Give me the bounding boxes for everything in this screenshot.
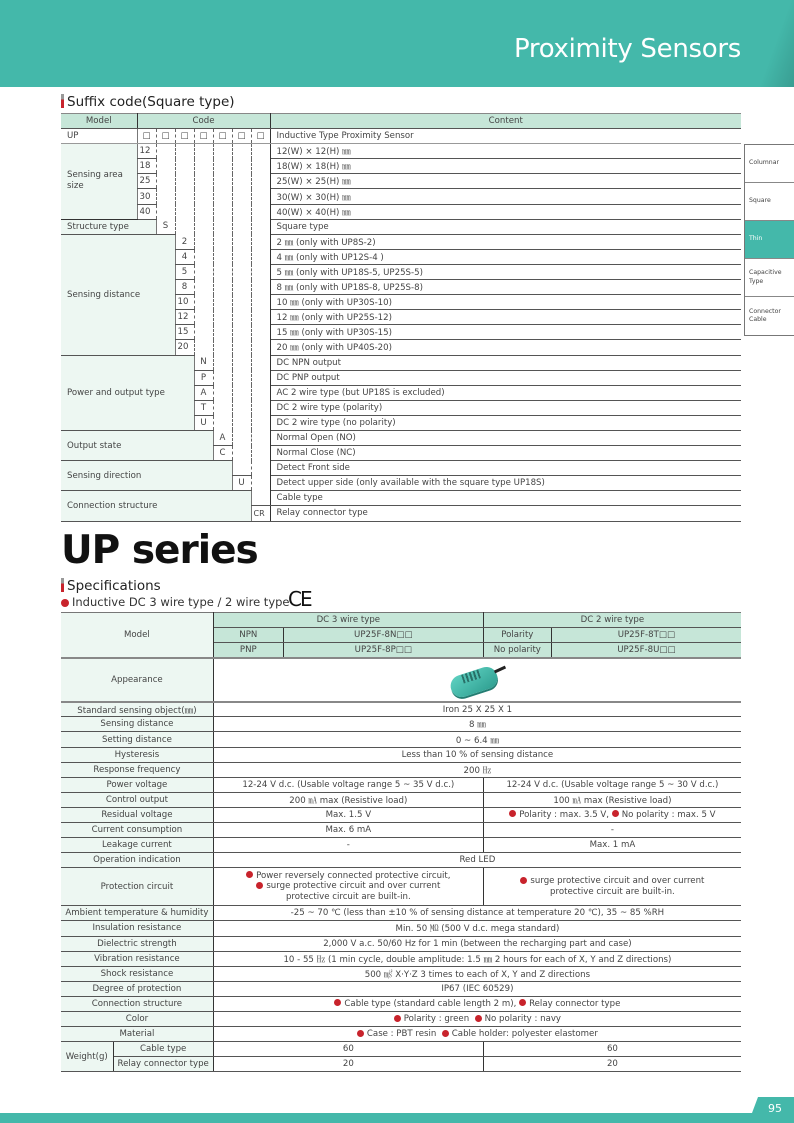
table-row: Power voltage 12-24 V d.c. (Usable voltage range 5 ~ 35 V d.c.) 12-24 V d.c. (Usable voltage range 5 ~ 30 V d.c.) [61,777,741,792]
table-row: Residual voltage Max. 1.5 V Polarity : max. 3.5 V, No polarity : max. 5 V [61,807,741,822]
table-row: Structure type S Square type [61,219,741,234]
table-row: Shock resistance 500 ㎨ X·Y·Z 3 times to each of X, Y and Z directions [61,966,741,981]
table-row: Ambient temperature & humidity -25 ~ 70 ℃ (less than ±10 % of sensing distance at temperature 20 ℃), 35 ~ 85 %RH [61,906,741,921]
table-row: PNP UP25F-8P□□ No polarity UP25F-8U□□ [61,643,741,658]
table-row: NPN UP25F-8N□□ Polarity UP25F-8T□□ [61,628,741,643]
table-row: Sensing distance 2 2 ㎜ (only with UP8S-2) [61,234,741,249]
table-row: Operation indication Red LED [61,853,741,868]
table-row: P DC PNP output [61,370,741,385]
table-row: Setting distance 0 ~ 6.4 ㎜ [61,732,741,747]
specifications-table [61,612,741,1072]
table-row: Standard sensing object(㎜) Iron 25 X 25 X 1 [61,702,741,717]
table-row: Leakage current - Max. 1 mA [61,838,741,853]
bullet-icon [612,810,619,817]
table-header-row: Model Code Content [61,114,741,129]
table-row: Sensing distance 8 ㎜ [61,717,741,732]
table-row: Insulation resistance Min. 50 ㏁ (500 V d.c. mega standard) [61,921,741,936]
table-row: Protection circuit Power reversely connected protective circuit, surge protective circuit and over current protective circuit are built-in. surge protective circuit and over current protective circuit are built-in. [61,868,741,906]
table-row: T DC 2 wire type (polarity) [61,400,741,415]
table-row: 10 10 ㎜ (only with UP30S-10) [61,295,741,310]
header-band [0,0,794,87]
table-row: 8 8 ㎜ (only with UP18S-8, UP25S-8) [61,280,741,295]
table-row: Power and output type N DC NPN output [61,355,741,370]
table-row: Sensing area size 12 12(W) × 12(H) ㎜ [61,144,741,159]
bullet-icon [520,877,527,884]
bullet-icon [394,1015,401,1022]
table-row: 40 40(W) × 40(H) ㎜ [61,204,741,219]
table-row: 15 15 ㎜ (only with UP30S-15) [61,325,741,340]
table-row: 5 5 ㎜ (only with UP18S-5, UP25S-5) [61,264,741,279]
table-row: Connection structure Cable type [61,491,741,506]
bullet-icon [442,1030,449,1037]
side-tab-capacitive[interactable]: Capacitive Type [745,259,794,297]
table-row: Dielectric strength 2,000 V a.c. 50/60 Hz for 1 min (between the recharging part and case) [61,936,741,951]
table-row: Degree of protection IP67 (IEC 60529) [61,981,741,996]
table-row: Relay connector type 20 20 [61,1057,741,1072]
table-row: Output state A Normal Open (NO) [61,430,741,445]
heading-bar-icon [61,578,64,592]
suffix-code-heading: Suffix code(Square type) [61,94,235,110]
bullet-icon [246,871,253,878]
page-category-title: Proximity Sensors [513,34,741,64]
table-row: 4 4 ㎜ (only with UP12S-4 ) [61,249,741,264]
table-row: Appearance [61,658,741,702]
table-row: Connection structure Cable type (standard cable length 2 m), Relay connector type [61,996,741,1011]
bullet-icon [61,599,69,607]
side-tab-thin[interactable]: Thin [745,221,794,259]
table-row: Model DC 3 wire type DC 2 wire type [61,613,741,628]
page-number: 95 [768,1102,782,1115]
bullet-icon [357,1030,364,1037]
table-row: Weight(g) Cable type 60 60 [61,1042,741,1057]
table-row: Control output 200 ㎃ max (Resistive load) 100 ㎃ max (Resistive load) [61,792,741,807]
table-row: Response frequency 200 ㎐ [61,762,741,777]
table-row: U Detect upper side (only available with the square type UP18S) [61,476,741,491]
table-row: U DC 2 wire type (no polarity) [61,415,741,430]
bullet-icon [256,882,263,889]
side-tab-connector-cable[interactable]: Connector Cable [749,307,781,323]
table-row: Material Case : PBT resin Cable holder: polyester elastomer [61,1027,741,1042]
footer-band [0,1113,794,1123]
table-row: Current consumption Max. 6 mA - [61,823,741,838]
table-row: 25 25(W) × 25(H) ㎜ [61,174,741,189]
bullet-icon [334,999,341,1006]
table-row: 12 12 ㎜ (only with UP25S-12) [61,310,741,325]
table-row: UP □ □ □ □ □ □ □ Inductive Type Proximity Sensor [61,129,741,144]
category-side-tabs [744,144,794,336]
table-row: Vibration resistance 10 - 55 ㎐ (1 min cycle, double amplitude: 1.5 ㎜ 2 hours for each of X, Y and Z directions) [61,951,741,966]
suffix-code-table [61,113,741,522]
ce-mark-icon: CE [288,587,311,611]
table-row: CR Relay connector type [61,506,741,521]
table-row: Sensing direction Detect Front side [61,461,741,476]
table-row: 30 30(W) × 30(H) ㎜ [61,189,741,204]
side-tab-columnar[interactable]: Columnar [745,145,794,183]
bullet-icon [475,1015,482,1022]
side-tab-square[interactable]: Square [745,183,794,221]
header-decoration [754,0,794,87]
bullet-icon [519,999,526,1006]
table-row: A AC 2 wire type (but UP18S is excluded) [61,385,741,400]
appearance-cell [213,658,741,702]
table-row: C Normal Close (NC) [61,446,741,461]
table-row: Hysteresis Less than 10 % of sensing distance [61,747,741,762]
sensor-product-image [446,665,508,695]
spec-subtitle: Inductive DC 3 wire type / 2 wire type [61,595,290,609]
table-row: 20 20 ㎜ (only with UP40S-20) [61,340,741,355]
specifications-heading: Specifications [61,578,161,594]
bullet-icon [509,810,516,817]
heading-bar-icon [61,94,64,108]
series-title: UP series [61,528,258,573]
table-row: 18 18(W) × 18(H) ㎜ [61,159,741,174]
table-row: Color Polarity : green No polarity : navy [61,1011,741,1026]
